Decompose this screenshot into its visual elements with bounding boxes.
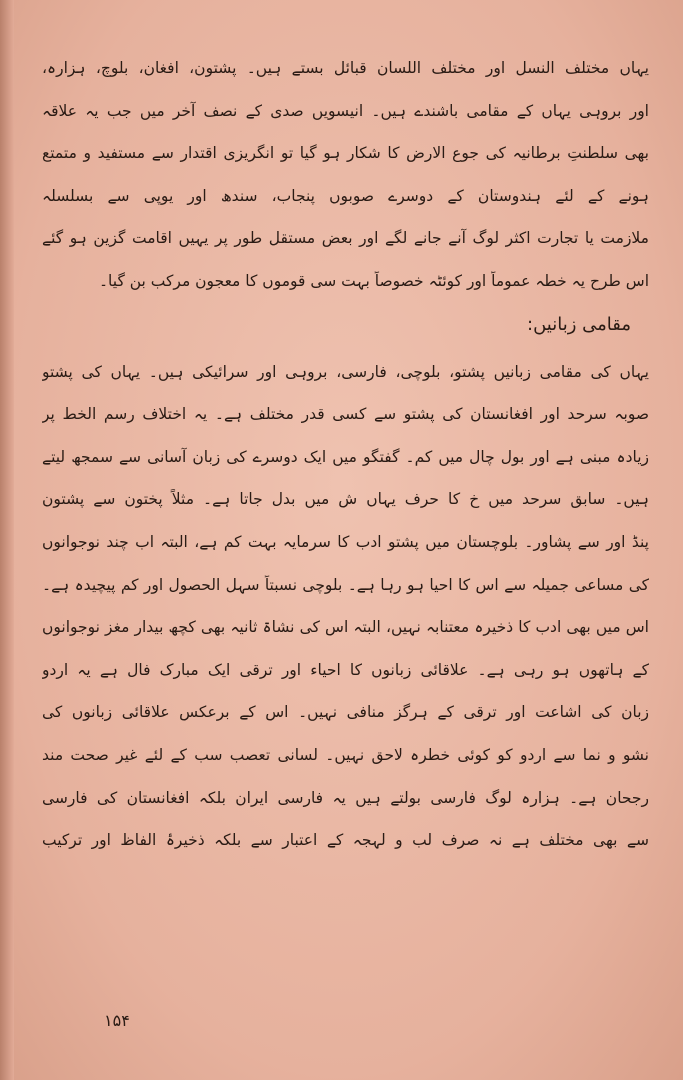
text-line: اور بروہی یہاں کے مقامی باشندے ہیں۔ انیسویں صدی کے نصف آخر میں جب یہ علاقہ [42, 101, 649, 120]
text-line: اس طرح یہ خطہ عموماً اور کوئٹہ خصوصاً بہت سی قوموں کا معجون مرکب بن گیا۔ [98, 271, 649, 290]
text-line: بھی سلطنتِ برطانیہ کی جوع الارض کا شکار ہو گیا تو انگریزی اقتدار سے مستفید و متمتع [42, 144, 649, 163]
text-line: کی مساعی جمیلہ سے اس کا احیا ہو رہا ہے۔ بلوچی نسبتاً سہل الحصول اور کم پیچیدہ ہے۔ [42, 575, 649, 594]
text-line: اس میں بھی ادب کا ذخیرہ معتنابہ نہیں، البتہ اس کی نشاۃ ثانیہ بھی کچھ بیدار مغز نوجوانوں [42, 618, 649, 637]
text-line: کے ہاتھوں ہو رہی ہے۔ علاقائی زبانوں کا احیاء اور ترقی ایک مبارک فال ہے یہ اردو [42, 660, 649, 679]
page-binding-shadow [0, 0, 14, 1080]
text-line: صوبہ سرحد اور افغانستان کی پشتو سے کسی قدر مختلف ہے۔ یہ اختلاف رسم الخط پر [42, 405, 649, 424]
text-line: ہونے کے لئے ہندوستان کے دوسرے صوبوں پنجاب، سندھ اور یوپی سے بسلسلہ [42, 186, 649, 205]
section-heading: مقامی زبانیں: [527, 313, 631, 335]
page-number: ۱۵۴ [104, 1011, 130, 1030]
text-line: زبان کی اشاعت اور ترقی کے ہرگز منافی نہیں۔ اس کے برعکس علاقائی زبانوں کی [42, 703, 649, 722]
text-line: رجحان ہے۔ ہزارہ لوگ فارسی بولتے ہیں یہ فارسی ایران بلکہ افغانستان کی فارسی [42, 788, 649, 807]
text-line: سے بھی مختلف ہے نہ صرف لب و لہجہ کے اعتبار سے بلکہ ذخیرۂ الفاظ اور ترکیب [42, 831, 649, 850]
text-line: یہاں مختلف النسل اور مختلف اللسان قبائل بستے ہیں۔ پشتون، افغان، بلوچ، ہزارہ، [42, 59, 649, 77]
text-line: ہیں۔ سابق سرحد میں خ کا حرف یہاں ش میں بدل جاتا ہے۔ مثلاً پختون سے پشتون [42, 490, 649, 509]
text-line: ملازمت یا تجارت اکثر لوگ آنے جانے لگے اور بعض مستقل طور پر یہیں اقامت گزین ہو گئے [42, 229, 649, 248]
text-line: زیادہ مبنی ہے اور بول چال میں کم۔ گفتگو میں ایک دوسرے کی زبان آسانی سے سمجھ لیتے [42, 447, 649, 466]
text-line: یہاں کی مقامی زبانیں پشتو، بلوچی، فارسی، بروہی اور سرائیکی ہیں۔ یہاں کی پشتو [42, 362, 649, 381]
text-line: نشو و نما سے اردو کو کوئی خطرہ لاحق نہیں۔ لسانی تعصب سب کے لئے غیر صحت مند [42, 745, 649, 764]
text-line: پنڈ اور سے پشاور۔ بلوچستان میں پشتو ادب کا سرمایہ بہت کم ہے، البتہ اب چند نوجوانوں [42, 532, 649, 551]
body-text [42, 58, 649, 873]
